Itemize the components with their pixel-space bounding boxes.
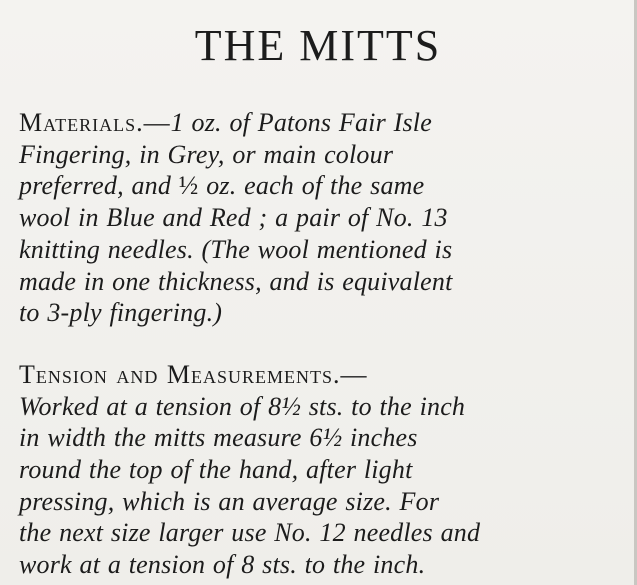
word: each — [244, 171, 295, 201]
word: Grey, — [167, 139, 225, 169]
tension-line-5: the next size larger use No. 12 needles and — [19, 518, 481, 548]
materials-line-7: to 3-ply fingering.) — [19, 298, 223, 328]
tension-section — [19, 359, 617, 581]
materials-section — [19, 107, 617, 329]
materials-line-5: knitting needles. (The wool mentioned is — [19, 234, 453, 264]
word: main — [263, 139, 317, 169]
word: and — [131, 171, 172, 201]
materials-line-3 — [19, 170, 617, 202]
word: in — [139, 139, 160, 169]
word: colour — [324, 139, 394, 169]
heading-word: Tension — [19, 359, 108, 389]
materials-heading: Materials.— — [19, 108, 171, 137]
heading-word: and — [116, 359, 159, 389]
tension-line-2: in width the mitts measure 6½ inches — [19, 423, 418, 453]
page-title: THE MITTS — [194, 21, 442, 70]
word: preferred, — [19, 171, 124, 201]
materials-line-2 — [19, 139, 617, 171]
word: the — [330, 171, 363, 201]
heading-word: Measurements.— — [166, 359, 368, 389]
materials-line-4: wool in Blue and Red ; a pair of No. 13 — [19, 203, 448, 233]
tension-line-1: Worked at a tension of 8½ sts. to the inch — [19, 391, 466, 421]
word: oz. — [206, 171, 237, 201]
word: Fingering, — [19, 139, 132, 169]
tension-line-6: work at a tension of 8 sts. to the inch. — [19, 550, 426, 580]
materials-line-6: made in one thickness, and is equivalent — [19, 266, 453, 296]
materials-line-1-text: 1 oz. of Patons Fair Isle — [170, 108, 432, 137]
tension-heading — [19, 359, 617, 391]
section-gap — [19, 329, 617, 359]
materials-line-1 — [19, 107, 617, 139]
word: or — [232, 139, 256, 169]
word: same — [370, 171, 425, 201]
word: of — [301, 171, 323, 201]
tension-line-4: pressing, which is an average size. For — [19, 486, 440, 516]
fraction: ½ — [178, 171, 199, 201]
tension-line-3: round the top of the hand, after light — [19, 455, 413, 485]
